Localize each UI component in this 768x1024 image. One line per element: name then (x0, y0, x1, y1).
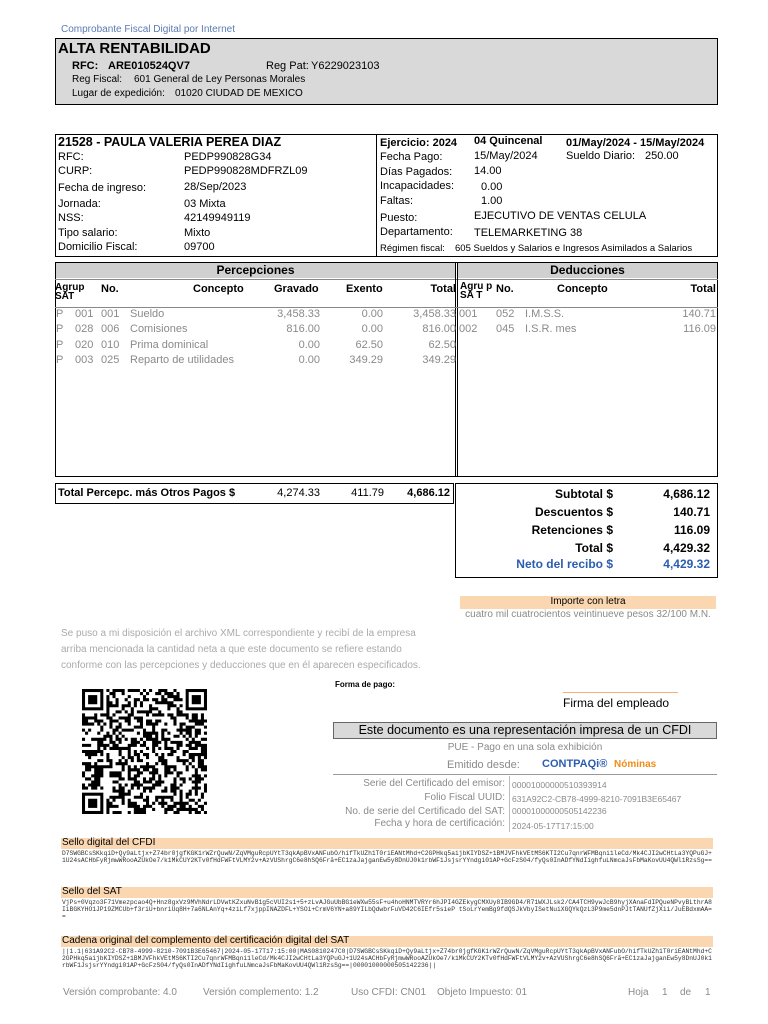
total-percepciones: 4,686.12 (407, 487, 450, 499)
dias-pagados-value: 14.00 (474, 165, 502, 177)
periodo-tipo: 04 Quincenal (474, 135, 543, 147)
uuid-label: Folio Fiscal UUID: (424, 792, 505, 803)
faltas-value: 1.00 (481, 195, 503, 207)
cadena-label: Cadena original del complemento del certificación digital del SAT (62, 935, 350, 946)
descuentos-label: Descuentos $ (534, 505, 613, 519)
departamento-label: Departamento: (380, 226, 453, 238)
employee-divider (376, 134, 377, 257)
nss-value: 42149949119 (184, 212, 251, 224)
ded-col-total: Total (690, 283, 716, 295)
qr-finder-pattern (88, 799, 97, 808)
perc-total: 816.00 (422, 323, 456, 335)
perc-no: 001 (101, 308, 120, 320)
subtotal-value: 4,686.12 (663, 487, 710, 501)
total-percepciones-label: Total Percepc. más Otros Pagos $ (58, 487, 236, 499)
issuer-regfiscal: 601 General de Ley Personas Morales (134, 74, 306, 85)
subtotal-label: Subtotal $ (554, 487, 613, 501)
perc-agrup: P (56, 323, 64, 335)
puesto-label: Puesto: (380, 212, 418, 224)
regimen-label: Régimen fiscal: (380, 243, 445, 254)
issuer-lugar-label: Lugar de expedición: (72, 88, 165, 99)
faltas-label: Faltas: (380, 195, 414, 207)
domicilio-value: 09700 (184, 241, 215, 253)
sello-cfdi-value: D7SWGBCsSKkqiD+Qy9aLtjx+Z74br0jgfKGK1rWZrQuwN/ZqVMguRcpUYtT3qkApBVxANFubO/hifTkUZh1T0riEANtMhd+C2GPHkq5aijbKIYDSZ+1BMJVFhkVEtMS6KTI2Cu7qnrWFMBqni1leCd/Mk4CJI2wCHtLa3YQPuGJ+1U24sACHbFyRjmwWRooAZUkOe7/k1MkCUY2KTv0fHdFWFtVLMY2v+AzVUShrgC6e8hSQ6Frã+EC1zaJajganEw5y8DnUJ0k1rbWF1JsjsrYYndgi01AP+GcFzS04/fyQs0InADfYNdIighfuLNmcaJsFbMaKovUU4QWl1RzsSg== (62, 850, 712, 864)
regimen-value: 605 Sueldos y Salarios e Ingresos Asimilados a Salarios (455, 243, 693, 254)
issuer-regfiscal-label: Reg Fiscal: (72, 74, 123, 85)
retenciones-label: Retenciones $ (531, 523, 613, 537)
cfdi-separator (333, 774, 717, 775)
sello-sat-label: Sello del SAT (62, 886, 122, 897)
hoja-label: Hoja (628, 987, 649, 998)
issuer-regpat: Y6229023103 (311, 60, 380, 72)
incapacidades-value: 0.00 (481, 181, 503, 193)
ejercicio: Ejercicio: 2024 (380, 137, 458, 149)
ded-concepto: I.M.S.S. (525, 308, 565, 320)
cfdi-metodo: PUE - Pago en una sola exhibición (447, 742, 603, 753)
de-label: de (680, 987, 692, 998)
dias-pagados-label: Días Pagados: (380, 166, 453, 178)
fecha-cert-value: 2024-05-17T17:15:00 (512, 821, 594, 831)
departamento-value: TELEMARKETING 38 (474, 227, 583, 239)
ded-col-agrup: Agru p SA T (460, 281, 493, 301)
perc-exento: 349.29 (349, 354, 383, 366)
issuer-rfc-label: RFC: (72, 60, 99, 72)
rfc-label: RFC: (58, 151, 84, 163)
cfdi-title: Este documento es una representación impresa de un CFDI (358, 723, 692, 737)
total-exento: 411.79 (351, 487, 384, 499)
perc-agrup: P (56, 308, 64, 320)
ded-no: 045 (496, 323, 515, 335)
perc-gravado: 0.00 (298, 354, 320, 366)
firma-label: Firma del empleado (563, 696, 670, 710)
version-complemento: Versión complemento: 1.2 (203, 987, 319, 998)
qr-finder-pattern (88, 695, 97, 704)
cfdi-col-divider (509, 776, 510, 832)
periodo-rango: 01/May/2024 - 15/May/2024 (566, 137, 705, 149)
fecha-ingreso-label: Fecha de ingreso: (58, 182, 147, 194)
perc-no: 025 (101, 354, 120, 366)
declaration-line: Se puso a mi disposición el archivo XML correspondiente y recibí de la empresa (61, 628, 416, 639)
sello-cfdi-bar (61, 838, 713, 849)
perc-concepto: Reparto de utilidades (130, 354, 234, 366)
total-value: 4,429.32 (663, 541, 710, 555)
total-label: Total $ (575, 541, 613, 555)
contpaqi-logo: CONTPAQi® (542, 758, 608, 770)
perc-exento: 0.00 (361, 323, 383, 335)
ded-sat: 002 (459, 323, 478, 335)
perc-gravado: 816.00 (286, 323, 320, 335)
curp-label: CURP: (58, 165, 93, 177)
importe-letra-label: Importe con letra (550, 596, 626, 607)
ded-col-no: No. (496, 283, 514, 295)
perc-sat: 028 (75, 323, 94, 335)
perc-total: 3,458.33 (413, 308, 456, 320)
fecha-pago-label: Fecha Pago: (380, 151, 443, 163)
jornada-label: Jornada: (58, 198, 101, 210)
puesto-value: EJECUTIVO DE VENTAS CELULA (474, 210, 647, 222)
perc-gravado: 0.00 (298, 339, 320, 351)
perc-col-total: Total (430, 283, 456, 295)
ded-no: 052 (496, 308, 515, 320)
domicilio-label: Domicilio Fiscal: (58, 241, 138, 253)
forma-pago-label: Forma de pago: (335, 680, 396, 689)
issuer-rfc: ARE010524QV7 (108, 60, 190, 72)
fecha-cert-label: Fecha y hora de certificación: (374, 818, 505, 829)
document-type-label: Comprobante Fiscal Digital por Internet (61, 24, 235, 35)
issuer-lugar: 01020 CIUDAD DE MEXICO (175, 88, 303, 99)
perc-col-agrup: Agrup SAT (55, 282, 85, 302)
tipo-salario-value: Mixto (184, 227, 211, 239)
perc-no: 010 (101, 339, 120, 351)
cadena-value: ||1.1|631A92C2-CB78-4999-8210-7091B3E65467|2024-05-17T17:15:00|MAS0810247C0|D7SWGBCsSKkqiD+Qy9aLtjx+Z74br0jgfKGK1rWZrQuwN/ZqVMguRcpUYtT3qkApBVxANFubO/hifTkUZh1T0riEANtMhd+C2GPHkq5aijbKIYDSZ+1BMJVFhkVEtMS6KTI2Cu7qnrWFMBqni1leCd/Mk4CJI2wCHtLa3YQPuGJ+1U24sACHbFyRjmwWRooAZUkOe7/k1MkCUY2KTv0fHdFWFtVLMY2v+AzVUShrgC6e8hSQ6Frã+EC1zaJajganEw5y8DnUJ0k1rbWF1JsjsrYYndgi01AP+GcFzS04/fyQs0InADfYNdIighfuLNmcaJsFbMaKovUU4QWl1RzsSg==|00001000000505142236|| (62, 948, 712, 969)
firma-line (563, 692, 678, 693)
fecha-pago-value: 15/May/2024 (474, 150, 538, 162)
total-hojas: 1 (705, 987, 711, 998)
objeto-impuesto: Objeto Impuesto: 01 (437, 987, 528, 998)
perc-agrup: P (56, 354, 64, 366)
percepciones-header: Percepciones (56, 263, 455, 278)
payroll-table (55, 262, 718, 477)
ded-total: 116.09 (683, 323, 716, 335)
perc-exento: 0.00 (361, 308, 383, 320)
perc-col-gravado: Gravado (274, 283, 319, 295)
perc-exento: 62.50 (355, 339, 383, 351)
rfc-value: PEDP990828G34 (184, 151, 272, 163)
declaration-line: conforme con las percepciones y deducciones que en él aparecen especificados. (61, 660, 421, 671)
perc-agrup: P (56, 339, 64, 351)
emitido-label: Emitido desde: (447, 759, 520, 771)
serie-emisor-label: Serie del Certificado del emisor: (363, 778, 505, 789)
nominas-logo: Nóminas (614, 759, 657, 770)
perc-col-exento: Exento (346, 283, 383, 295)
perc-sat: 003 (75, 354, 94, 366)
issuer-regpat-label: Reg Pat: (266, 60, 309, 72)
perc-sat: 001 (75, 308, 94, 320)
retenciones-value: 116.09 (673, 523, 710, 537)
nss-label: NSS: (58, 212, 84, 224)
perc-gravado: 3,458.33 (277, 308, 320, 320)
sueldo-value: 250.00 (645, 150, 679, 162)
ded-sat: 001 (459, 308, 478, 320)
ded-col-concepto: Concepto (557, 283, 608, 295)
declaration-line: arriba mencionada la cantidad neta a que este documento se refiere estando (61, 644, 402, 655)
perc-concepto: Sueldo (130, 308, 165, 320)
perc-total: 62.50 (428, 339, 456, 351)
qr-finder-pattern (192, 695, 201, 704)
perc-total: 349.29 (422, 354, 456, 366)
uuid-value: 631A92C2-CB78-4999-8210-7091B3E65467 (512, 794, 682, 804)
importe-letra-value: cuatro mil cuatrocientos veintinueve pesos 32/100 M.N. (465, 609, 711, 620)
perc-col-concepto: Concepto (193, 283, 244, 295)
jornada-value: 03 Mixta (184, 198, 226, 210)
fecha-ingreso-value: 28/Sep/2023 (184, 181, 247, 193)
sello-sat-bar (61, 887, 713, 898)
ded-total: 140.71 (682, 308, 716, 320)
uso-cfdi: Uso CFDI: CN01 (351, 987, 427, 998)
neto-label: Neto del recibo $ (516, 557, 613, 571)
qr-code-icon (82, 689, 207, 816)
curp-value: PEDP990828MDFRZL09 (184, 165, 308, 177)
deducciones-header: Deducciones (458, 263, 717, 278)
neto-value: 4,429.32 (663, 557, 710, 571)
employee-name: 21528 - PAULA VALERIA PEREA DIAZ (58, 135, 282, 149)
descuentos-value: 140.71 (673, 505, 710, 519)
sello-sat-value: VjPs+0Vqzo3F71Vmezpcao4Q+Hnz8gxVz9MVhNdrLDVwtKZxuNvB1g5cVUI2s1+5+zLvAJGuUbBG1eWXw55sF+u4hoHNMTVRYr6hJPI4GZEkygCMXUy8IB9GD4/R71WXJLsk2/CA4TCH9ywJcB9hyjXAnaFdIPQueNPvyBLthrA8IiBGKYHO1JP19ZMCUb+f3riU+bnriUq8H+7a6NLAnYq+4ziLf7xjppINAZDFL+YSOi+CrmV6YN+a89YILbQdwbrFuVD42C6IEfr5sieP tSoLrYemBg9fdQSJkVbyISetNuiXGQYkQzL3P9me5dnPJtTANUfZjXii/JuEBdxmAA== (62, 899, 712, 920)
perc-concepto: Comisiones (130, 323, 188, 335)
total-gravado: 4,274.33 (277, 487, 320, 499)
serie-sat-value: 00001000000505142236 (512, 806, 607, 816)
perc-col-no: No. (101, 283, 119, 295)
column-divider-2 (457, 262, 458, 477)
tipo-salario-label: Tipo salario: (58, 227, 118, 239)
header-separator (55, 279, 718, 280)
serie-sat-label: No. de serie del Certificado del SAT: (345, 806, 505, 817)
issuer-name: ALTA RENTABILIDAD (58, 40, 211, 57)
version-comprobante: Versión comprobante: 4.0 (63, 987, 177, 998)
incapacidades-label: Incapacidades: (380, 180, 454, 192)
perc-no: 006 (101, 323, 120, 335)
perc-sat: 020 (75, 339, 94, 351)
sueldo-label: Sueldo Diario: (566, 150, 636, 162)
ded-concepto: I.S.R. mes (525, 323, 577, 335)
perc-concepto: Prima dominical (130, 339, 209, 351)
hoja-number: 1 (662, 987, 668, 998)
serie-emisor-value: 00001000000510393914 (512, 780, 607, 790)
sello-cfdi-label: Sello digital del CFDI (62, 837, 156, 848)
